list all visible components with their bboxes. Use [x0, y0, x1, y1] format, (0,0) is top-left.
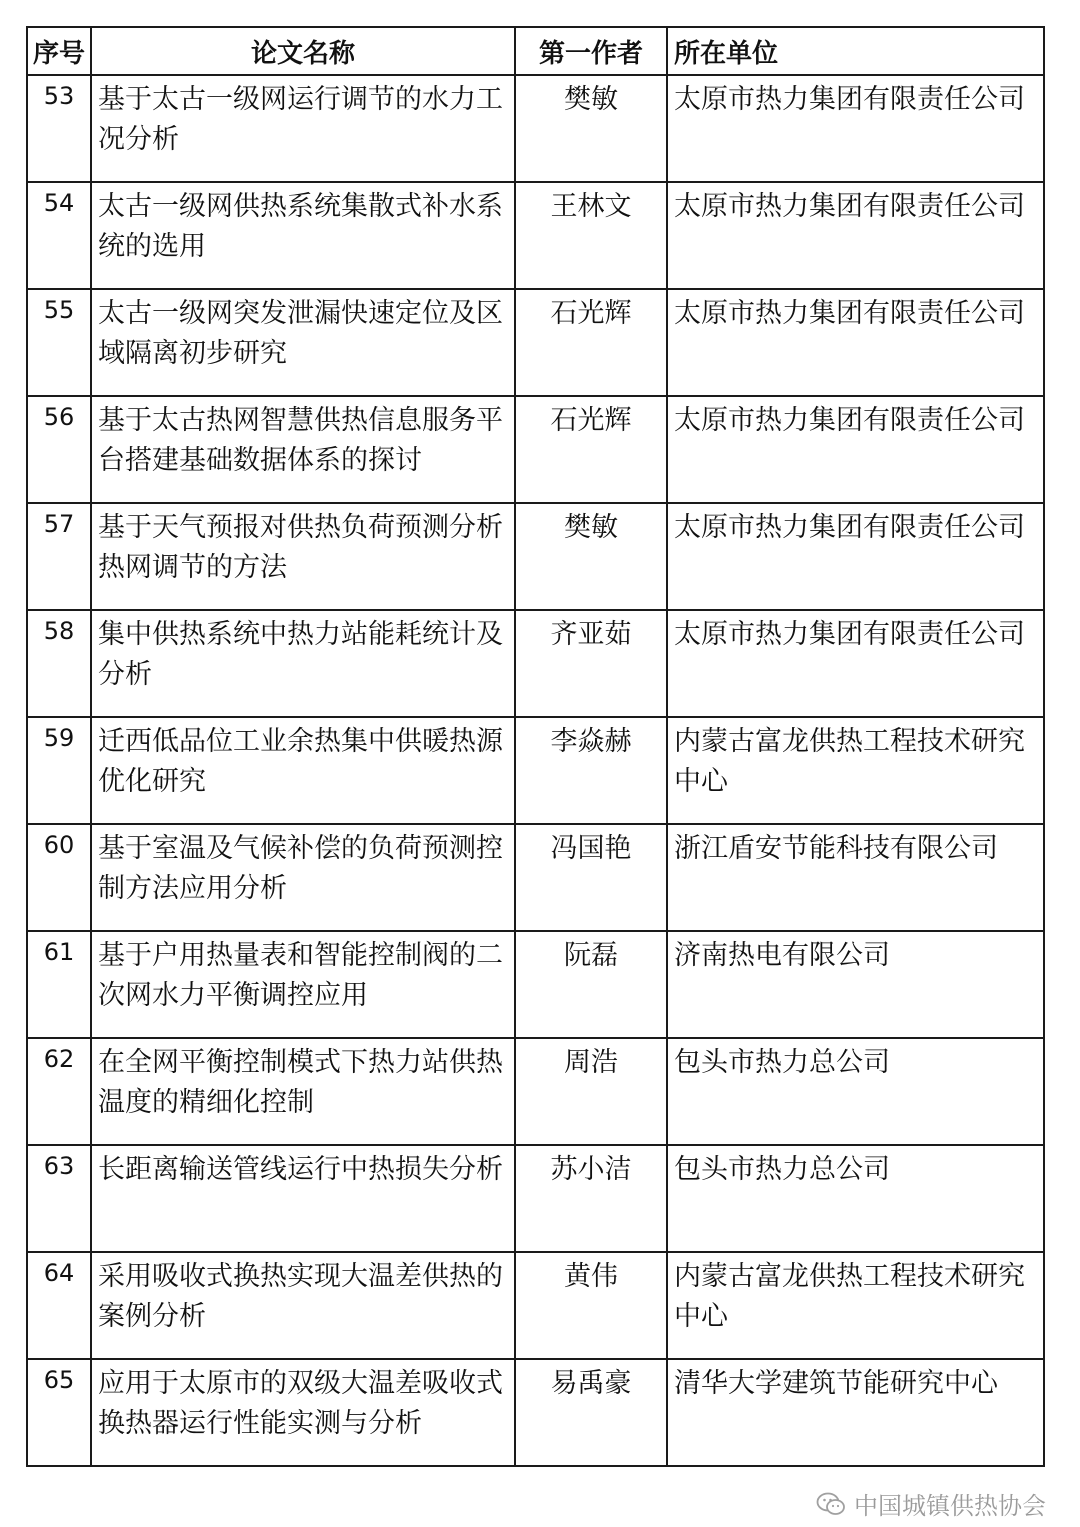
table-row	[27, 503, 1044, 610]
wechat-icon	[816, 1491, 846, 1517]
row-number: 59	[27, 717, 91, 824]
watermark	[816, 1486, 1046, 1521]
first-author: 苏小洁	[515, 1145, 667, 1252]
header-org: 所在单位	[667, 27, 1044, 75]
row-number: 60	[27, 824, 91, 931]
paper-title: 集中供热系统中热力站能耗统计及分析	[91, 610, 515, 717]
organization: 济南热电有限公司	[667, 931, 1044, 1038]
first-author: 樊敏	[515, 75, 667, 182]
first-author: 周浩	[515, 1038, 667, 1145]
header-title: 论文名称	[91, 27, 515, 75]
table-row	[27, 1252, 1044, 1359]
paper-title: 基于室温及气候补偿的负荷预测控制方法应用分析	[91, 824, 515, 931]
row-number: 61	[27, 931, 91, 1038]
table-row	[27, 396, 1044, 503]
table-row	[27, 717, 1044, 824]
header-no: 序号	[27, 27, 91, 75]
table-body	[27, 75, 1044, 1466]
organization: 包头市热力总公司	[667, 1145, 1044, 1252]
paper-title: 太古一级网突发泄漏快速定位及区域隔离初步研究	[91, 289, 515, 396]
paper-title: 迁西低品位工业余热集中供暖热源优化研究	[91, 717, 515, 824]
organization: 包头市热力总公司	[667, 1038, 1044, 1145]
table-row	[27, 1038, 1044, 1145]
first-author: 齐亚茹	[515, 610, 667, 717]
table-row	[27, 75, 1044, 182]
watermark-text: 中国城镇供热协会	[854, 1492, 1046, 1520]
first-author: 石光辉	[515, 396, 667, 503]
row-number: 62	[27, 1038, 91, 1145]
header-author: 第一作者	[515, 27, 667, 75]
row-number: 64	[27, 1252, 91, 1359]
organization: 太原市热力集团有限责任公司	[667, 503, 1044, 610]
papers-table	[26, 26, 1045, 1467]
row-number: 54	[27, 182, 91, 289]
table-row	[27, 824, 1044, 931]
table-row	[27, 289, 1044, 396]
first-author: 阮磊	[515, 931, 667, 1038]
first-author: 樊敏	[515, 503, 667, 610]
row-number: 56	[27, 396, 91, 503]
paper-title: 基于太古热网智慧供热信息服务平台搭建基础数据体系的探讨	[91, 396, 515, 503]
table-header	[27, 27, 1044, 75]
table-row	[27, 610, 1044, 717]
organization: 清华大学建筑节能研究中心	[667, 1359, 1044, 1466]
first-author: 黄伟	[515, 1252, 667, 1359]
organization: 内蒙古富龙供热工程技术研究中心	[667, 1252, 1044, 1359]
paper-title: 基于天气预报对供热负荷预测分析热网调节的方法	[91, 503, 515, 610]
paper-title: 基于户用热量表和智能控制阀的二次网水力平衡调控应用	[91, 931, 515, 1038]
table-row	[27, 1145, 1044, 1252]
paper-title: 基于太古一级网运行调节的水力工况分析	[91, 75, 515, 182]
first-author: 易禹豪	[515, 1359, 667, 1466]
organization: 内蒙古富龙供热工程技术研究中心	[667, 717, 1044, 824]
organization: 太原市热力集团有限责任公司	[667, 610, 1044, 717]
row-number: 57	[27, 503, 91, 610]
first-author: 王林文	[515, 182, 667, 289]
first-author: 石光辉	[515, 289, 667, 396]
row-number: 53	[27, 75, 91, 182]
organization: 太原市热力集团有限责任公司	[667, 396, 1044, 503]
organization: 浙江盾安节能科技有限公司	[667, 824, 1044, 931]
first-author: 李焱赫	[515, 717, 667, 824]
row-number: 58	[27, 610, 91, 717]
organization: 太原市热力集团有限责任公司	[667, 75, 1044, 182]
row-number: 55	[27, 289, 91, 396]
row-number: 63	[27, 1145, 91, 1252]
organization: 太原市热力集团有限责任公司	[667, 182, 1044, 289]
first-author: 冯国艳	[515, 824, 667, 931]
paper-title: 在全网平衡控制模式下热力站供热温度的精细化控制	[91, 1038, 515, 1145]
row-number: 65	[27, 1359, 91, 1466]
paper-title: 采用吸收式换热实现大温差供热的案例分析	[91, 1252, 515, 1359]
table-row	[27, 1359, 1044, 1466]
paper-title: 太古一级网供热系统集散式补水系统的选用	[91, 182, 515, 289]
paper-title: 应用于太原市的双级大温差吸收式换热器运行性能实测与分析	[91, 1359, 515, 1466]
table-row	[27, 931, 1044, 1038]
header-row	[27, 27, 1044, 75]
organization: 太原市热力集团有限责任公司	[667, 289, 1044, 396]
paper-title: 长距离输送管线运行中热损失分析	[91, 1145, 515, 1252]
table-row	[27, 182, 1044, 289]
